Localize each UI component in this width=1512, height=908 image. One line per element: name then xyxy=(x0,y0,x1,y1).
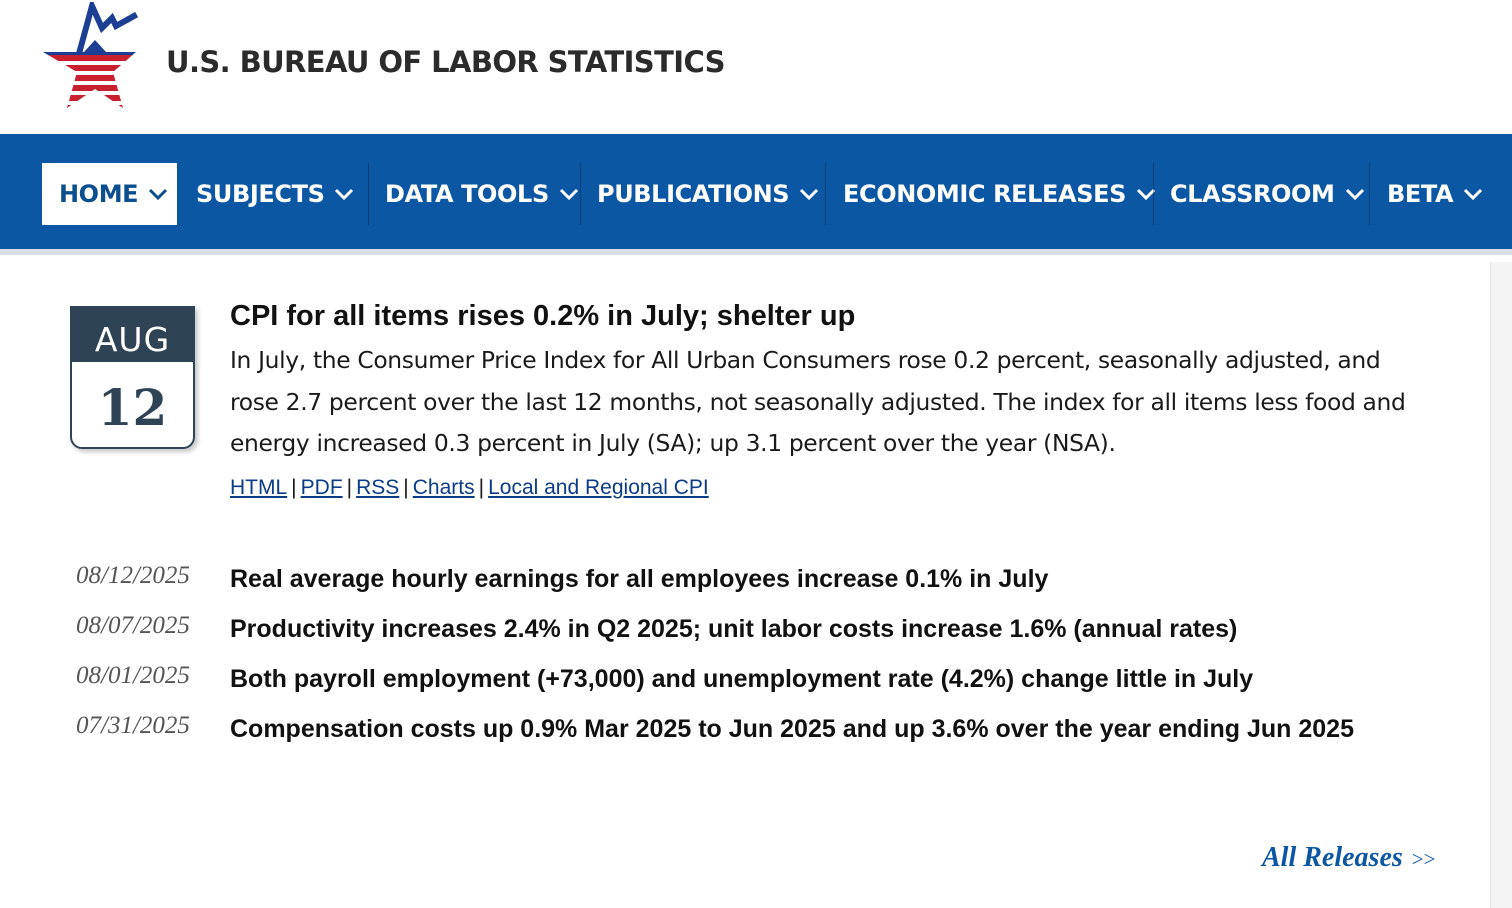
link-local-regional-cpi[interactable]: Local and Regional CPI xyxy=(488,476,709,499)
nav-beta-label: BETA xyxy=(1387,180,1454,208)
nav-divider xyxy=(1153,163,1154,225)
nav-classroom-label: CLASSROOM xyxy=(1170,180,1335,208)
nav-subjects-label: SUBJECTS xyxy=(196,180,325,208)
site-title[interactable]: U.S. BUREAU OF LABOR STATISTICS xyxy=(166,45,725,79)
featured-release-title[interactable]: CPI for all items rises 0.2% in July; shelter up xyxy=(230,300,856,332)
release-title[interactable]: Real average hourly earnings for all employees increase 0.1% in July xyxy=(230,565,1049,593)
nav-divider xyxy=(368,163,369,225)
nav-home[interactable] xyxy=(42,163,177,225)
calendar-date-badge xyxy=(70,306,195,449)
nav-subjects[interactable] xyxy=(196,163,354,225)
all-releases-link[interactable] xyxy=(1262,842,1435,874)
link-separator: | xyxy=(403,476,409,499)
site-header xyxy=(0,0,1512,134)
link-charts[interactable]: Charts xyxy=(412,476,475,499)
nav-divider xyxy=(1369,163,1370,225)
calendar-day: 12 xyxy=(97,378,168,437)
all-releases-arrows: >> xyxy=(1411,847,1436,871)
scrollbar-track[interactable] xyxy=(1490,262,1512,908)
all-releases-label: All Releases xyxy=(1262,842,1403,873)
link-pdf[interactable]: PDF xyxy=(300,476,343,499)
release-date: 08/07/2025 xyxy=(76,612,190,639)
chevron-down-icon xyxy=(799,187,819,201)
release-title[interactable]: Both payroll employment (+73,000) and unemployment rate (4.2%) change little in July xyxy=(230,665,1254,693)
link-rss[interactable]: RSS xyxy=(356,476,400,499)
featured-release-links xyxy=(230,474,709,502)
link-separator: | xyxy=(346,476,353,499)
nav-classroom[interactable] xyxy=(1170,163,1365,225)
chevron-down-icon xyxy=(1463,187,1483,201)
main-content xyxy=(0,262,1490,908)
nav-publications[interactable] xyxy=(597,163,819,225)
nav-data-tools-label: DATA TOOLS xyxy=(385,180,549,208)
chevron-down-icon xyxy=(334,187,354,201)
link-separator: | xyxy=(291,476,297,499)
featured-release-description: In July, the Consumer Price Index for All Urban Consumers rose 0.2 percent, seasonally adjusted, and rose 2.7 percent over the last 12 months, not seasonally adjusted. The index for all items less food and energy increased 0.3 percent in July (SA); up 3.1 percent over the year (NSA). xyxy=(230,346,1406,457)
chevron-down-icon xyxy=(559,187,579,201)
link-html[interactable]: HTML xyxy=(230,476,288,499)
nav-divider xyxy=(825,163,826,225)
link-separator: | xyxy=(478,476,485,499)
nav-beta[interactable] xyxy=(1387,163,1483,225)
nav-economic-releases[interactable] xyxy=(843,163,1156,225)
nav-divider xyxy=(580,163,581,225)
release-title[interactable]: Productivity increases 2.4% in Q2 2025; unit labor costs increase 1.6% (annual rates) xyxy=(230,615,1238,643)
nav-data-tools[interactable] xyxy=(385,163,579,225)
chevron-down-icon xyxy=(148,187,168,201)
main-nav xyxy=(0,134,1512,255)
release-date: 08/12/2025 xyxy=(76,562,190,589)
release-title[interactable]: Compensation costs up 0.9% Mar 2025 to Jun 2025 and up 3.6% over the year ending Jun 2025 xyxy=(230,715,1354,743)
release-date: 08/01/2025 xyxy=(76,662,190,689)
nav-economic-releases-label: ECONOMIC RELEASES xyxy=(843,180,1126,208)
nav-home-label: HOME xyxy=(59,180,139,208)
nav-publications-label: PUBLICATIONS xyxy=(597,180,790,208)
calendar-month: AUG xyxy=(72,308,193,362)
chevron-down-icon xyxy=(1345,187,1365,201)
release-date: 07/31/2025 xyxy=(76,712,190,739)
bls-star-logo-icon[interactable] xyxy=(40,2,138,112)
